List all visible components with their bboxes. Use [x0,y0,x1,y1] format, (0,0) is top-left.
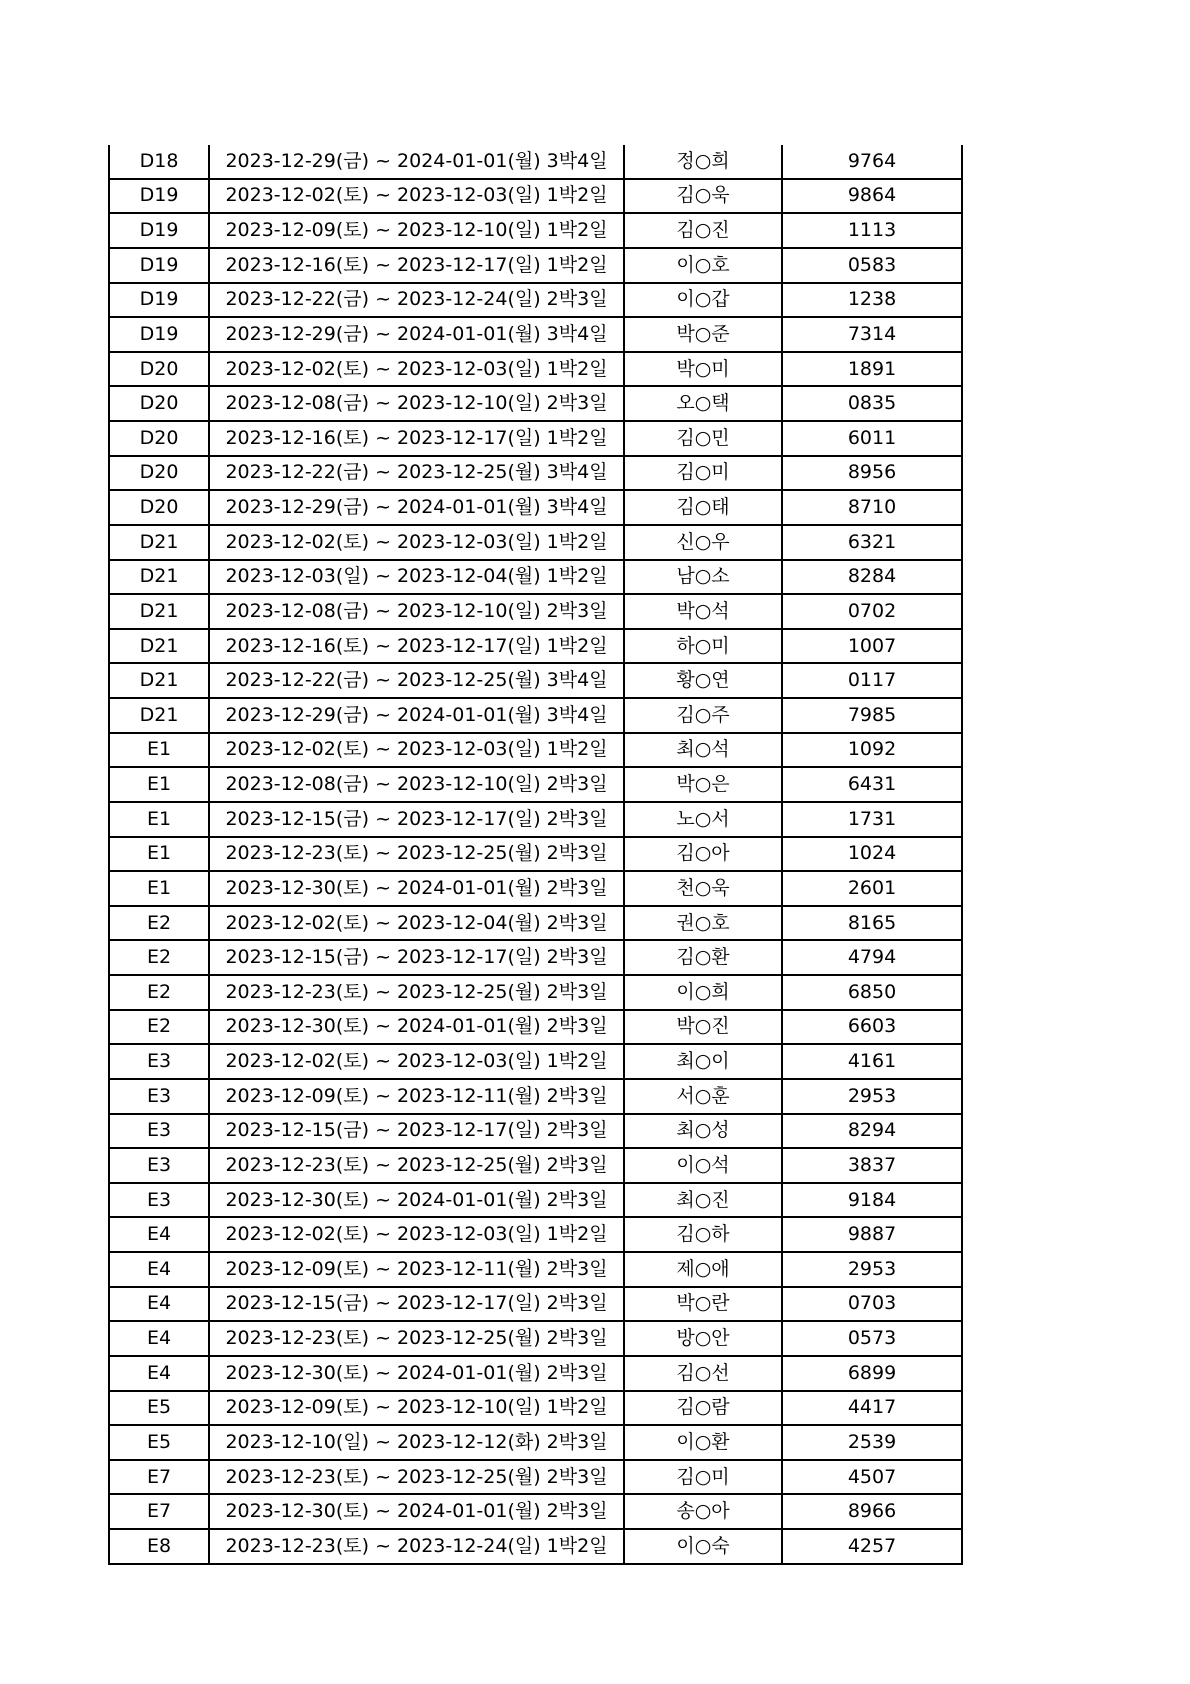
site-cell: E7 [109,1494,209,1529]
table-row [109,1217,962,1252]
site-cell: E2 [109,940,209,975]
table-row [109,213,962,248]
phone-suffix-cell: 0583 [782,248,962,283]
table-row [109,871,962,906]
stay-period-cell: 2023-12-30(토) ~ 2024-01-01(월) 2박3일 [209,871,624,906]
site-cell: E2 [109,975,209,1010]
phone-suffix-cell: 1092 [782,733,962,768]
phone-suffix-cell: 1007 [782,629,962,664]
phone-suffix-cell: 6431 [782,767,962,802]
site-cell: E3 [109,1183,209,1218]
guest-name-cell: 김○아 [624,837,782,872]
stay-period-cell: 2023-12-30(토) ~ 2024-01-01(월) 2박3일 [209,1183,624,1218]
stay-period-cell: 2023-12-15(금) ~ 2023-12-17(일) 2박3일 [209,802,624,837]
phone-suffix-cell: 6899 [782,1356,962,1391]
guest-name-cell: 박○준 [624,317,782,352]
table-row [109,975,962,1010]
table-row [109,1391,962,1426]
site-cell: D19 [109,179,209,214]
guest-name-cell: 김○환 [624,940,782,975]
phone-suffix-cell: 4507 [782,1460,962,1495]
stay-period-cell: 2023-12-29(금) ~ 2024-01-01(월) 3박4일 [209,317,624,352]
stay-period-cell: 2023-12-02(토) ~ 2023-12-03(일) 1박2일 [209,525,624,560]
site-cell: D20 [109,386,209,421]
site-cell: E3 [109,1044,209,1079]
guest-name-cell: 노○서 [624,802,782,837]
phone-suffix-cell: 0117 [782,663,962,698]
site-cell: E7 [109,1460,209,1495]
reservation-table [108,145,963,1565]
guest-name-cell: 권○호 [624,906,782,941]
phone-suffix-cell: 1731 [782,802,962,837]
table-row [109,1494,962,1529]
site-cell: E1 [109,733,209,768]
table-row [109,1079,962,1114]
table-row [109,1321,962,1356]
stay-period-cell: 2023-12-08(금) ~ 2023-12-10(일) 2박3일 [209,767,624,802]
stay-period-cell: 2023-12-02(토) ~ 2023-12-03(일) 1박2일 [209,733,624,768]
phone-suffix-cell: 7985 [782,698,962,733]
site-cell: D20 [109,490,209,525]
stay-period-cell: 2023-12-08(금) ~ 2023-12-10(일) 2박3일 [209,386,624,421]
table-row [109,1356,962,1391]
table-row [109,1010,962,1045]
stay-period-cell: 2023-12-02(토) ~ 2023-12-03(일) 1박2일 [209,1044,624,1079]
guest-name-cell: 최○성 [624,1114,782,1149]
site-cell: E4 [109,1252,209,1287]
stay-period-cell: 2023-12-02(토) ~ 2023-12-03(일) 1박2일 [209,352,624,387]
phone-suffix-cell: 1238 [782,283,962,318]
phone-suffix-cell: 9887 [782,1217,962,1252]
guest-name-cell: 남○소 [624,560,782,595]
table-row [109,767,962,802]
guest-name-cell: 최○석 [624,733,782,768]
site-cell: E4 [109,1217,209,1252]
site-cell: E1 [109,802,209,837]
table-row [109,456,962,491]
site-cell: E3 [109,1079,209,1114]
site-cell: E1 [109,837,209,872]
stay-period-cell: 2023-12-09(토) ~ 2023-12-10(일) 1박2일 [209,1391,624,1426]
guest-name-cell: 김○미 [624,456,782,491]
table-row [109,317,962,352]
stay-period-cell: 2023-12-22(금) ~ 2023-12-25(월) 3박4일 [209,663,624,698]
phone-suffix-cell: 2953 [782,1252,962,1287]
site-cell: D19 [109,283,209,318]
table-row [109,1183,962,1218]
site-cell: E1 [109,767,209,802]
phone-suffix-cell: 6011 [782,421,962,456]
stay-period-cell: 2023-12-23(토) ~ 2023-12-25(월) 2박3일 [209,837,624,872]
table-row [109,352,962,387]
guest-name-cell: 이○숙 [624,1529,782,1564]
site-cell: E3 [109,1148,209,1183]
phone-suffix-cell: 7314 [782,317,962,352]
table-row [109,525,962,560]
table-row [109,629,962,664]
table-row [109,145,962,179]
phone-suffix-cell: 8710 [782,490,962,525]
phone-suffix-cell: 0835 [782,386,962,421]
table-row [109,733,962,768]
guest-name-cell: 박○란 [624,1287,782,1322]
site-cell: D18 [109,145,209,179]
table-row [109,1287,962,1322]
reservation-table-body [109,145,962,1564]
guest-name-cell: 최○진 [624,1183,782,1218]
site-cell: D19 [109,213,209,248]
guest-name-cell: 박○미 [624,352,782,387]
table-row [109,179,962,214]
stay-period-cell: 2023-12-23(토) ~ 2023-12-24(일) 1박2일 [209,1529,624,1564]
guest-name-cell: 신○우 [624,525,782,560]
site-cell: E2 [109,906,209,941]
phone-suffix-cell: 8165 [782,906,962,941]
guest-name-cell: 박○은 [624,767,782,802]
site-cell: D21 [109,560,209,595]
phone-suffix-cell: 1891 [782,352,962,387]
phone-suffix-cell: 1113 [782,213,962,248]
phone-suffix-cell: 2539 [782,1425,962,1460]
guest-name-cell: 황○연 [624,663,782,698]
stay-period-cell: 2023-12-22(금) ~ 2023-12-24(일) 2박3일 [209,283,624,318]
phone-suffix-cell: 0702 [782,594,962,629]
table-row [109,940,962,975]
stay-period-cell: 2023-12-10(일) ~ 2023-12-12(화) 2박3일 [209,1425,624,1460]
phone-suffix-cell: 4417 [782,1391,962,1426]
phone-suffix-cell: 3837 [782,1148,962,1183]
phone-suffix-cell: 9764 [782,145,962,179]
guest-name-cell: 김○하 [624,1217,782,1252]
stay-period-cell: 2023-12-15(금) ~ 2023-12-17(일) 2박3일 [209,1287,624,1322]
guest-name-cell: 김○욱 [624,179,782,214]
table-row [109,248,962,283]
site-cell: E4 [109,1287,209,1322]
stay-period-cell: 2023-12-03(일) ~ 2023-12-04(월) 1박2일 [209,560,624,595]
stay-period-cell: 2023-12-29(금) ~ 2024-01-01(월) 3박4일 [209,698,624,733]
guest-name-cell: 이○호 [624,248,782,283]
table-row [109,386,962,421]
guest-name-cell: 김○람 [624,1391,782,1426]
guest-name-cell: 천○욱 [624,871,782,906]
stay-period-cell: 2023-12-23(토) ~ 2023-12-25(월) 2박3일 [209,1148,624,1183]
table-row [109,594,962,629]
site-cell: D21 [109,663,209,698]
phone-suffix-cell: 2953 [782,1079,962,1114]
stay-period-cell: 2023-12-02(토) ~ 2023-12-03(일) 1박2일 [209,1217,624,1252]
site-cell: E4 [109,1321,209,1356]
table-row [109,490,962,525]
site-cell: D19 [109,317,209,352]
site-cell: D20 [109,456,209,491]
site-cell: E1 [109,871,209,906]
guest-name-cell: 오○택 [624,386,782,421]
site-cell: E2 [109,1010,209,1045]
stay-period-cell: 2023-12-09(토) ~ 2023-12-10(일) 1박2일 [209,213,624,248]
table-row [109,1114,962,1149]
stay-period-cell: 2023-12-30(토) ~ 2024-01-01(월) 2박3일 [209,1356,624,1391]
table-row [109,837,962,872]
phone-suffix-cell: 0703 [782,1287,962,1322]
phone-suffix-cell: 9184 [782,1183,962,1218]
site-cell: D20 [109,352,209,387]
guest-name-cell: 이○희 [624,975,782,1010]
stay-period-cell: 2023-12-09(토) ~ 2023-12-11(월) 2박3일 [209,1252,624,1287]
site-cell: D21 [109,698,209,733]
phone-suffix-cell: 4257 [782,1529,962,1564]
site-cell: D21 [109,525,209,560]
table-row [109,663,962,698]
table-row [109,1252,962,1287]
phone-suffix-cell: 4794 [782,940,962,975]
table-row [109,698,962,733]
table-row [109,560,962,595]
site-cell: E5 [109,1425,209,1460]
guest-name-cell: 송○아 [624,1494,782,1529]
table-row [109,1460,962,1495]
site-cell: E5 [109,1391,209,1426]
stay-period-cell: 2023-12-16(토) ~ 2023-12-17(일) 1박2일 [209,629,624,664]
stay-period-cell: 2023-12-30(토) ~ 2024-01-01(월) 2박3일 [209,1010,624,1045]
stay-period-cell: 2023-12-02(토) ~ 2023-12-03(일) 1박2일 [209,179,624,214]
stay-period-cell: 2023-12-02(토) ~ 2023-12-04(월) 2박3일 [209,906,624,941]
stay-period-cell: 2023-12-23(토) ~ 2023-12-25(월) 2박3일 [209,1321,624,1356]
phone-suffix-cell: 8284 [782,560,962,595]
stay-period-cell: 2023-12-09(토) ~ 2023-12-11(월) 2박3일 [209,1079,624,1114]
guest-name-cell: 김○태 [624,490,782,525]
guest-name-cell: 이○환 [624,1425,782,1460]
phone-suffix-cell: 6603 [782,1010,962,1045]
guest-name-cell: 이○갑 [624,283,782,318]
phone-suffix-cell: 4161 [782,1044,962,1079]
phone-suffix-cell: 1024 [782,837,962,872]
guest-name-cell: 김○미 [624,1460,782,1495]
guest-name-cell: 하○미 [624,629,782,664]
table-row [109,1529,962,1564]
table-row [109,1425,962,1460]
guest-name-cell: 최○이 [624,1044,782,1079]
phone-suffix-cell: 8956 [782,456,962,491]
stay-period-cell: 2023-12-23(토) ~ 2023-12-25(월) 2박3일 [209,975,624,1010]
table-row [109,802,962,837]
stay-period-cell: 2023-12-16(토) ~ 2023-12-17(일) 1박2일 [209,248,624,283]
stay-period-cell: 2023-12-16(토) ~ 2023-12-17(일) 1박2일 [209,421,624,456]
stay-period-cell: 2023-12-15(금) ~ 2023-12-17(일) 2박3일 [209,940,624,975]
guest-name-cell: 서○훈 [624,1079,782,1114]
stay-period-cell: 2023-12-08(금) ~ 2023-12-10(일) 2박3일 [209,594,624,629]
table-row [109,906,962,941]
site-cell: E8 [109,1529,209,1564]
table-row [109,283,962,318]
guest-name-cell: 이○석 [624,1148,782,1183]
guest-name-cell: 김○선 [624,1356,782,1391]
stay-period-cell: 2023-12-22(금) ~ 2023-12-25(월) 3박4일 [209,456,624,491]
phone-suffix-cell: 8294 [782,1114,962,1149]
table-row [109,1148,962,1183]
site-cell: D21 [109,594,209,629]
stay-period-cell: 2023-12-29(금) ~ 2024-01-01(월) 3박4일 [209,145,624,179]
guest-name-cell: 제○애 [624,1252,782,1287]
site-cell: E3 [109,1114,209,1149]
phone-suffix-cell: 6850 [782,975,962,1010]
table-row [109,1044,962,1079]
phone-suffix-cell: 0573 [782,1321,962,1356]
guest-name-cell: 김○진 [624,213,782,248]
site-cell: D21 [109,629,209,664]
guest-name-cell: 김○주 [624,698,782,733]
phone-suffix-cell: 6321 [782,525,962,560]
guest-name-cell: 박○진 [624,1010,782,1045]
site-cell: D19 [109,248,209,283]
guest-name-cell: 방○안 [624,1321,782,1356]
phone-suffix-cell: 9864 [782,179,962,214]
phone-suffix-cell: 2601 [782,871,962,906]
phone-suffix-cell: 8966 [782,1494,962,1529]
site-cell: D20 [109,421,209,456]
guest-name-cell: 정○희 [624,145,782,179]
stay-period-cell: 2023-12-23(토) ~ 2023-12-25(월) 2박3일 [209,1460,624,1495]
guest-name-cell: 박○석 [624,594,782,629]
site-cell: E4 [109,1356,209,1391]
stay-period-cell: 2023-12-30(토) ~ 2024-01-01(월) 2박3일 [209,1494,624,1529]
stay-period-cell: 2023-12-29(금) ~ 2024-01-01(월) 3박4일 [209,490,624,525]
table-row [109,421,962,456]
guest-name-cell: 김○민 [624,421,782,456]
stay-period-cell: 2023-12-15(금) ~ 2023-12-17(일) 2박3일 [209,1114,624,1149]
